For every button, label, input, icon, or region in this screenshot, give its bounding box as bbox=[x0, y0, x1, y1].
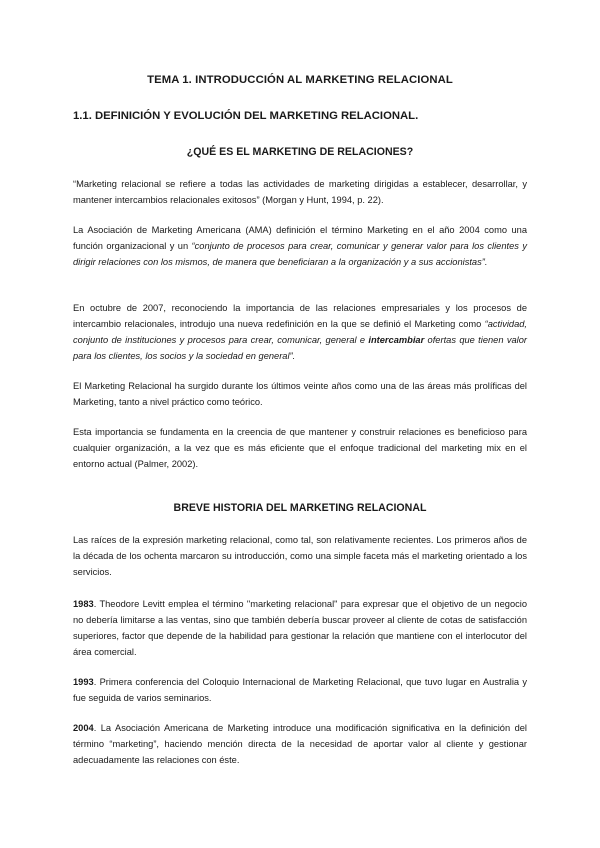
paragraph-surgimiento: El Marketing Relacional ha surgido durante los últimos veinte años como una de las áreas más prolíficas del Marketing, tanto a nivel práctico como teórico. bbox=[73, 381, 527, 407]
paragraph-ama-2004 bbox=[73, 222, 527, 270]
paragraph-importancia: Esta importancia se fundamenta en la creencia de que mantener y construir relaciones es beneficioso para cualquier organización, a la vez que es más eficiente que el enfoque tradicional del marketing mix en el entorno actual (Palmer, 2002). bbox=[73, 427, 527, 469]
paragraph-text: La Asociación de Marketing Americana (AMA) definición el término Marketing en el año 2004 como una función organizacional y un bbox=[73, 225, 527, 251]
history-item-2004 bbox=[73, 720, 527, 768]
history-text: . Primera conferencia del Coloquio Internacional de Marketing Relacional, que tuvo lugar en Australia y fue seguida de varios seminarios. bbox=[73, 677, 527, 703]
quote-text: ofertas que tienen valor para los clientes, los socios y la sociedad en general”. bbox=[73, 335, 527, 361]
paragraph-raices: Las raíces de la expresión marketing relacional, como tal, son relativamente recientes. Los primeros años de la década de los ochenta marcaron su introducción, como una simple faceta más el marketing orientado a los servicios. bbox=[73, 535, 527, 577]
history-text: . Theodore Levitt emplea el término "marketing relacional" para expresar que el objetivo de un negocio no debería limitarse a las ventas, sino que también debería buscar proveer al cliente de cotas de satisfacción superiores, factor que depende de la habilidad para gestionar la relación que mantiene con el interlocutor del área comercial. bbox=[73, 599, 527, 657]
paragraph-definition-morgan-hunt: “Marketing relacional se refiere a todas las actividades de marketing dirigidas a establecer, desarrollar, y mantener intercambios relacionales exitosos” (Morgan y Hunt, 1994, p. 22). bbox=[73, 179, 527, 205]
history-year: 2004 bbox=[73, 723, 94, 733]
paragraph-text: En octubre de 2007, reconociendo la importancia de las relaciones empresariales y los procesos de intercambio relacionales, introdujo una nueva redefinición en la que se definió el Marketing como bbox=[73, 303, 527, 329]
quote-text: “conjunto de procesos para crear, comunicar y generar valor para los clientes y dirigir relaciones con los mismos, de manera que beneficiaran a la organización y a sus accionistas”. bbox=[73, 241, 527, 267]
quote-bold-text: intercambiar bbox=[368, 335, 425, 345]
heading-que-es: ¿QUÉ ES EL MARKETING DE RELACIONES? bbox=[186, 146, 414, 158]
history-year: 1983 bbox=[73, 599, 94, 609]
history-text: . La Asociación Americana de Marketing introduce una modificación significativa en la definición del término “marketing”, haciendo mención directa de la necesidad de aportar valor al cliente y gestionar adecuadamente las relaciones con éste. bbox=[73, 723, 527, 765]
quote-text: “actividad, conjunto de instituciones y procesos para crear, comunicar, general e bbox=[73, 319, 527, 345]
history-item-1983 bbox=[73, 596, 527, 660]
history-item-1993 bbox=[73, 674, 527, 706]
heading-breve-historia: BREVE HISTORIA DEL MARKETING RELACIONAL bbox=[173, 502, 427, 514]
paragraph-ama-2007 bbox=[73, 300, 527, 364]
history-year: 1993 bbox=[73, 677, 94, 687]
document-title: TEMA 1. INTRODUCCIÓN AL MARKETING RELACIONAL bbox=[147, 74, 453, 86]
section-title: 1.1. DEFINICIÓN Y EVOLUCIÓN DEL MARKETING RELACIONAL. bbox=[73, 110, 419, 122]
